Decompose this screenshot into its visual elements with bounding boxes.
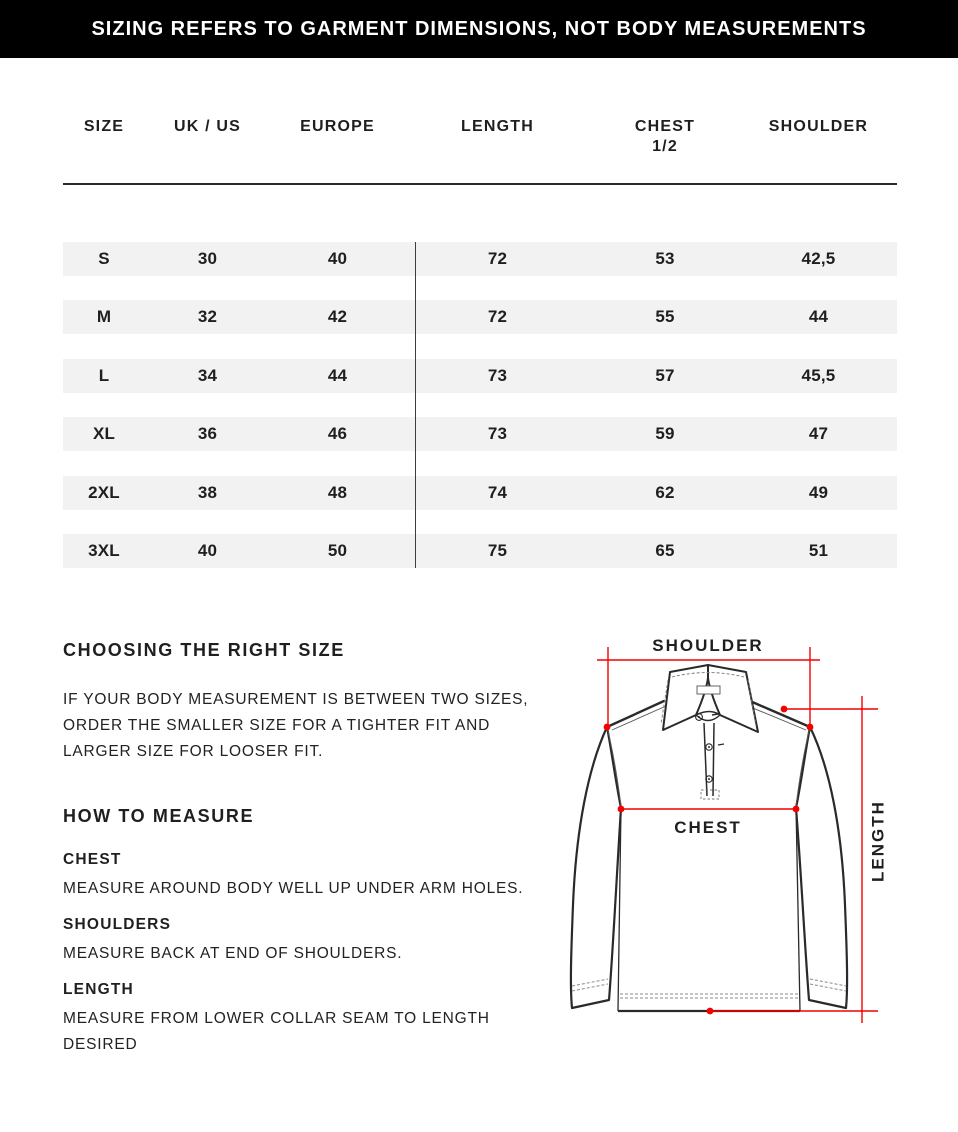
cell-chest: 62 [655, 483, 675, 502]
choosing-size-line: LARGER SIZE FOR LOOSER FIT. [63, 743, 324, 760]
cell-chest: 65 [655, 541, 675, 560]
left-sleeve [571, 727, 621, 1008]
cell-europe: 48 [327, 483, 348, 502]
cell-size: L [98, 366, 110, 385]
measure-shoulders-label: SHOULDERS [63, 916, 172, 933]
column-header-europe: EUROPE [300, 118, 375, 135]
header-underline [63, 183, 897, 185]
buttonhole-dash [712, 714, 718, 715]
column-header-uk-us: UK / US [173, 118, 242, 135]
cell-shoulder: 51 [808, 541, 829, 560]
cell-chest: 57 [655, 366, 675, 385]
cell-length: 73 [487, 424, 508, 443]
column-header-chest: CHEST 1/2 [634, 118, 696, 155]
cell-shoulder: 44 [808, 307, 829, 326]
column-header-size: SIZE [83, 118, 125, 135]
cell-chest: 53 [655, 249, 675, 268]
cell-chest: 59 [655, 424, 675, 443]
choosing-size-title: CHOOSING THE RIGHT SIZE [63, 640, 345, 660]
cell-uk-us: 36 [197, 424, 218, 443]
table-row [63, 534, 897, 568]
choosing-size-line: ORDER THE SMALLER SIZE FOR A TIGHTER FIT AND [63, 717, 491, 734]
cell-shoulder: 47 [808, 424, 829, 443]
how-to-measure-title: HOW TO MEASURE [63, 806, 255, 826]
banner [0, 0, 958, 58]
shirt-body-fill [607, 696, 810, 1011]
garment-measurement-diagram [560, 620, 958, 1132]
cell-europe: 50 [327, 541, 348, 560]
chest-point-left [618, 806, 625, 813]
cell-size: XL [92, 424, 116, 443]
cell-size: 2XL [88, 483, 120, 502]
cell-length: 72 [487, 249, 508, 268]
cell-shoulder: 49 [808, 483, 829, 502]
cell-length: 74 [487, 483, 508, 502]
shoulder-point-left [604, 724, 611, 731]
chest-point-right [793, 806, 800, 813]
diagram-chest-label: CHEST [674, 818, 742, 837]
cell-length: 75 [487, 541, 508, 560]
table-row [63, 359, 897, 393]
shoulder-point-right [807, 724, 814, 731]
column-header-length: LENGTH [461, 118, 534, 135]
cell-shoulder: 45,5 [801, 366, 836, 385]
table-row [63, 300, 897, 334]
size-table-header [63, 117, 897, 157]
cell-length: 72 [487, 307, 508, 326]
banner-text: SIZING REFERS TO GARMENT DIMENSIONS, NOT BODY MEASUREMENTS [91, 17, 867, 40]
measure-length-text: MEASURE FROM LOWER COLLAR SEAM TO LENGTH [63, 1010, 490, 1027]
collar-label [697, 686, 720, 694]
placket-button-hole [708, 778, 710, 780]
cell-uk-us: 34 [197, 366, 218, 385]
hem-point [707, 1008, 714, 1015]
cell-size: S [98, 249, 110, 268]
table-column-divider [415, 242, 416, 568]
measure-chest-label: CHEST [63, 851, 122, 868]
cell-shoulder: 42,5 [801, 249, 836, 268]
measure-chest-text: MEASURE AROUND BODY WELL UP UNDER ARM HOLES. [63, 880, 524, 897]
cell-europe: 42 [327, 307, 348, 326]
cell-europe: 46 [327, 424, 348, 443]
table-row [63, 242, 897, 276]
cell-size: 3XL [88, 541, 120, 560]
band-button-hole [698, 716, 700, 718]
cell-uk-us: 38 [197, 483, 218, 502]
cell-europe: 40 [327, 249, 348, 268]
cell-chest: 55 [655, 307, 675, 326]
table-row [63, 476, 897, 510]
measure-length-label: LENGTH [63, 981, 134, 998]
right-sleeve [796, 727, 847, 1008]
cell-uk-us: 30 [197, 249, 218, 268]
measure-shoulders-text: MEASURE BACK AT END OF SHOULDERS. [63, 945, 403, 962]
measure-length-text: DESIRED [63, 1036, 138, 1053]
cell-uk-us: 32 [197, 307, 218, 326]
column-header-shoulder: SHOULDER [768, 118, 869, 135]
choosing-size-line: IF YOUR BODY MEASUREMENT IS BETWEEN TWO SIZES, [63, 691, 529, 708]
cell-uk-us: 40 [197, 541, 218, 560]
table-row [63, 417, 897, 451]
cell-size: M [96, 307, 112, 326]
cell-europe: 44 [327, 366, 348, 385]
diagram-length-label: LENGTH [868, 800, 888, 882]
cell-length: 73 [487, 366, 508, 385]
placket-button-hole [708, 746, 710, 748]
collar-seam-point [781, 706, 788, 713]
diagram-shoulder-label: SHOULDER [652, 636, 764, 655]
